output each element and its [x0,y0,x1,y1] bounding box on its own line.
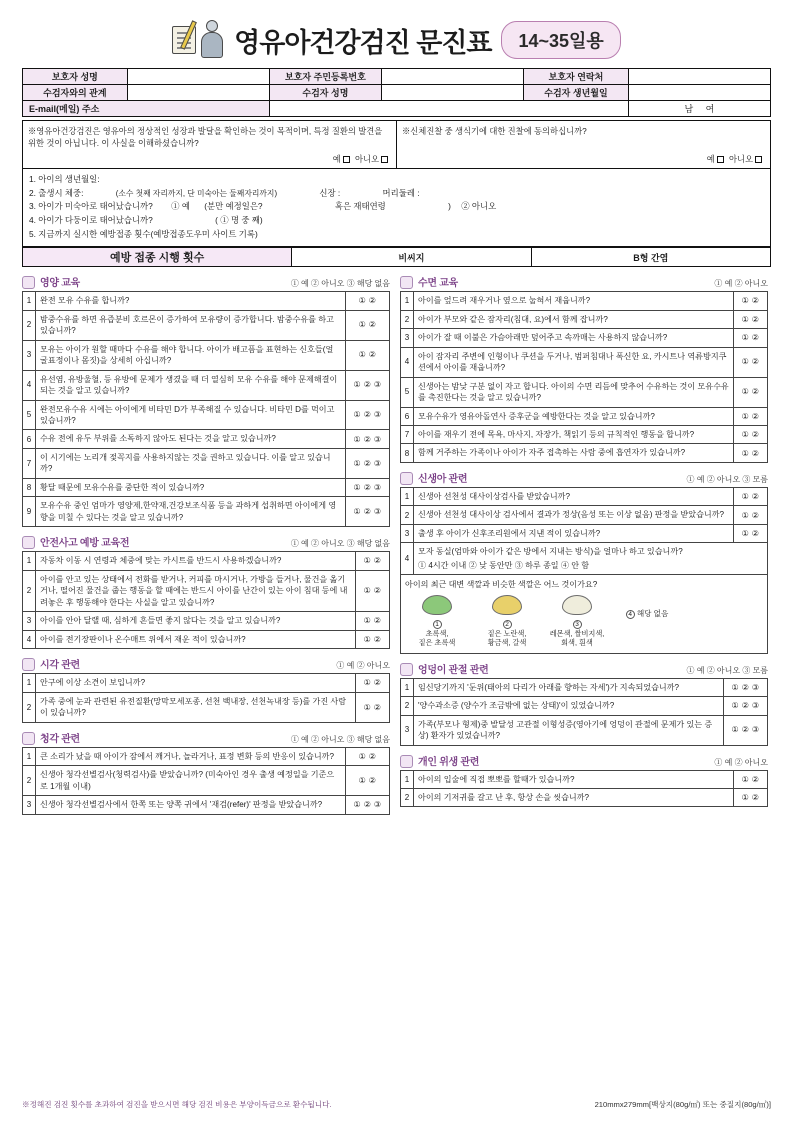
hip-icon [400,663,413,676]
stool-option-2[interactable] [475,595,539,648]
section-legend: ① 예 ② 아니오 ③ 모름 [686,474,768,484]
sleep-questions [400,291,768,463]
section-safety [22,534,390,649]
section-header [22,656,390,671]
section-hip [400,661,768,746]
checkbox[interactable] [717,156,724,163]
footer-note: ※정해진 검진 횟수를 초과하여 검진을 받으시면 해당 검진 비용은 부양이득금으로 환수됩니다. [22,1100,332,1109]
section-legend: ① 예 ② 아니오 ③ 해당 없음 [290,539,390,549]
input-guardian-id[interactable] [382,69,524,85]
newborn-questions [400,487,768,654]
section-hygiene [400,753,768,808]
section-legend: ① 예 ② 아니오 ③ 모름 [686,665,768,675]
table-row: 1 자동차 이동 시 연령과 체중에 맞는 카시트를 반드시 사용하겠습니까? ① ② [23,552,390,570]
table-row: 3 신생아 청각선별검사에서 한쪽 또는 양쪽 귀에서 '재검(refer)' 판정을 받았습니까? ① ② ③ [23,796,390,814]
section-newborn [400,470,768,654]
basic-q1: 1. 아이의 생년월일: [29,174,100,185]
section-legend: ① 예 ② 아니오 ③ 해당 없음 [290,279,390,289]
bottle-icon [22,276,35,289]
hand-icon [400,755,413,768]
checkbox[interactable] [343,156,350,163]
table-row: 3 아이가 잘 때 이불은 가슴아래만 덮어주고 속까매는 사용하지 않습니까? ① ② [401,329,768,347]
section-title: 수면 교육 [418,278,458,290]
guardian-table [22,68,771,117]
table-row [23,121,771,169]
section-legend: ① 예 ② 아니오 [336,661,390,671]
stool-options[interactable] [405,595,763,648]
section-header [400,753,768,768]
right-column [400,274,768,822]
checkbox[interactable] [381,156,388,163]
stool-question: 아이의 최근 대변 색깔과 비슷한 색깔은 어느 것이가요? [405,580,598,590]
section-sleep [400,274,768,463]
newborn-q4-text: 모자 동실(엄마와 아이가 같은 방에서 지내는 방식)을 얼마나 하고 있습니까? [418,547,683,557]
consent-right-answer[interactable] [402,153,765,165]
hearing-questions [22,747,390,815]
section-nutrition [22,274,390,527]
table-row: 3 가족(부모나 형제)중 발달성 고관절 이형성증(영아기에 엉덩이 관절에 문제가 있는 증상) 환자가 있었습니까? ① ② ③ [401,715,768,745]
section-legend: ① 예 ② 아니오 [714,757,768,767]
table-row: 1 아이의 입술에 직접 뽀뽀를 할때가 있습니까? ① ② [401,770,768,788]
table-row: 7 아이를 재우기 전에 목욕, 마사지, 자장가, 책읽기 등의 규칙적인 행동을 합니까? ① ② [401,425,768,443]
table-row: 6 모유수유가 영유아돌연사 증후군을 예방한다는 것을 알고 있습니까? ① ② [401,407,768,425]
stool-color-cell [401,575,768,653]
section-header [400,274,768,289]
option-number: 3 [573,620,582,629]
table-row: 7 이 시기에는 노리개 젖꼭지를 사용하지않는 것을 권하고 있습니다. 이를 알고 있습니까? ① ② ③ [23,448,390,478]
table-row [23,85,771,101]
body-columns [22,274,771,822]
input-guardian-phone[interactable] [628,69,770,85]
table-row: 6 수유 전에 유두 부위를 소독하지 않아도 된다는 것을 알고 있습니까? ① ② ③ [23,430,390,448]
ear-icon [22,732,35,745]
consent-left-answer[interactable] [28,153,391,165]
table-row: 3 출생 후 아이가 신후조리원에서 지낸 적이 있습니까? ① ② [401,524,768,542]
section-title: 청각 관련 [40,733,80,745]
basic-q3: 3. 아이가 미숙아로 태어났습니까? ① 예 (분만 예정일은? 혹은 재태연령 ) ② 아니오 [29,201,497,212]
table-row: 4 모자 동실(엄마와 아이가 같은 방에서 지내는 방식)을 얼마나 하고 있습니까? ① 4시간 이내 ② 낮 동안만 ③ 하루 종일 ④ 안 함 [401,543,768,575]
table-row: 2 아이의 기저귀를 갈고 난 후, 항상 손을 씻습니까? ① ② [401,789,768,807]
table-row [23,248,771,267]
sex-female[interactable]: 여 [705,104,715,114]
option-number: 2 [503,620,512,629]
table-row: 2 '양수과소증 (양수가 조금밖에 없는 상태)'이 있었습니까? ① ② ③ [401,697,768,715]
basic-q2: 2. 출생시 체중: (소수 첫째 자리까지, 단 미숙아는 둘째자리까지) 신장 : 머리둘레 : [29,187,420,198]
left-column [22,274,390,822]
label-guardian-id: 보호자 주민등록번호 [269,69,381,85]
section-title: 안전사고 예방 교육전 [40,538,130,550]
page-footer [22,1099,771,1110]
section-title: 신생아 관련 [418,473,468,485]
table-row: 2 신생아 청각선별검사(청력검사)를 받았습니까? (미숙아인 경우 출생 예정일을 기준으로 1개월 이내) ① ② [23,766,390,796]
table-row: 5 완전모유수유 시에는 아이에게 비타민 D가 부족해질 수 있습니다. 비타민 D를 먹이고 있습니까? ① ② ③ [23,400,390,430]
baby-icon [400,472,413,485]
table-row: 8 황달 때문에 모유수유를 중단한 적이 있습니까? ① ② ③ [23,478,390,496]
stool-option-4-label: 해당 없음 [636,608,669,618]
section-legend: ① 예 ② 아니오 [714,279,768,289]
sex-male[interactable]: 남 [684,104,694,114]
table-row: 8 함께 거주하는 가족이나 아이가 자주 접촉하는 사람 중에 흡연자가 있습니까? ① ② [401,444,768,462]
hip-questions [400,678,768,746]
table-row: 3 아이를 안아 달랠 때, 심하게 흔들면 좋지 않다는 것을 알고 있습니까? ① ② [23,612,390,630]
table-row: 1 아이를 엎드려 재우거나 옆으로 눕혀서 재웁니까? ① ② [401,292,768,310]
page-header [22,14,771,66]
section-hearing [22,730,390,815]
label-child-birth: 수검자 생년월일 [524,85,629,101]
stool-option-1[interactable] [405,595,469,648]
label-email: E-mail(메일) 주소 [23,101,270,117]
table-row: 1 안구에 이상 소견이 보입니까? ① ② [23,674,390,692]
label-child-name: 수검자 성명 [269,85,381,101]
section-header [400,661,768,676]
consent-left-no[interactable]: 아니오 [354,154,379,165]
stool-option-3-label: 레몬색, 쌀비지색, 회색, 흰색 [549,628,605,648]
hygiene-questions [400,770,768,808]
table-row: 1 완전 모유 수유를 합니까? ① ② [23,292,390,310]
firstaid-icon [22,536,35,549]
section-legend: ① 예 ② 아니오 ③ 해당 없음 [290,734,390,744]
vaccine-hepb-header: B형 간염 [531,248,770,267]
table-row: 9 모유수유 중인 엄마가 영양제,한약재,건강보조식품 등을 과하게 섭취하면 아이에게 영향을 미칠 수 있다는 것을 알고 있습니까? ① ② ③ [23,497,390,527]
table-row: 5 신생아는 밤낮 구분 없이 자고 합니다. 아이의 수면 리듬에 맞추어 수유하는 것이 모유수유를 촉진한다는 것을 알고 있습니까? ① ② [401,377,768,407]
section-header [22,730,390,745]
age-badge: 14~35일용 [501,21,620,59]
consent-left-text: ※영유아건강검진은 영유아의 정상적인 성장과 발달을 확인하는 것이 목적이며, 특정 질환의 발견을 위한 것이 아닙니다. 이 사실을 이해하셨습니까? [28,126,383,149]
input-child-birth[interactable] [628,85,770,101]
table-row [23,69,771,85]
table-row: 2 아이가 부모와 같은 잠자리(침대, 요)에서 함께 잡니까? ① ② [401,310,768,328]
logo-icon [172,18,224,62]
label-relation: 수검자와의 관계 [23,85,128,101]
label-guardian-phone: 보호자 연락처 [524,69,629,85]
section-title: 엉덩이 관절 관련 [418,664,489,676]
checkbox[interactable] [755,156,762,163]
eye-icon [22,658,35,671]
section-header [400,470,768,485]
input-email[interactable] [269,101,628,117]
table-row: 1 큰 소리가 났을 때 아이가 잠에서 깨거나, 놀라거나, 표정 변화 등의 반응이 있습니까? ① ② [23,747,390,765]
label-guardian-name: 보호자 성명 [23,69,128,85]
consent-right-text: ※신체진찰 중 생식기에 대한 진찰에 동의하십니까? [402,126,587,136]
stool-option-2-label: 짙은 노란색, 황금색, 갈색 [487,628,527,648]
basic-questions [22,169,771,247]
section-title: 시각 관련 [40,660,80,672]
vaccine-table [22,247,771,267]
table-row: 2 밤중수유를 하면 유즙분비 호르몬이 증가하여 모유량이 증가합니다. 밤중수유를 하고 있습니까? ① ② [23,310,390,340]
table-row: 3 모유는 아이가 원할 때마다 수유를 해야 합니다. 아이가 배고픔을 표현하는 신호들(얼굴표정이나 몸짓)을 상세히 아십니까? ① ② [23,340,390,370]
table-row: 2 신생아 선천성 대사이상 검사에서 결과가 정상(음성 또는 이상 없음) 판정을 받았습니까? ① ② [401,506,768,524]
table-row: 4 아이 잠자리 주변에 인형이나 쿠션을 두거나, 범퍼침대나 폭신한 요, 카시트나 역류방지쿠션에서 아이를 재웁니까? ① ② [401,347,768,377]
table-row: 2 가족 중에 눈과 관련된 유전질환(망막모세포종, 선천 백내장, 선천녹내장 등)를 가진 사람이 있습니까? ① ② [23,692,390,722]
section-title: 영양 교육 [40,278,80,290]
section-header [22,534,390,549]
table-row: 1 임신당기까지 '둔위(태아의 다리가 아래를 향하는 자세')가 지속되었습니까? ① ② ③ [401,678,768,696]
input-relation[interactable] [127,85,269,101]
stool-option-4[interactable] [615,595,679,619]
consent-table [22,120,771,169]
sex-cell[interactable] [628,101,770,117]
consent-left-cell [23,121,397,169]
stool-option-3[interactable] [545,595,609,648]
stool-option-1-label: 초록색, 짙은 초록색 [418,628,456,648]
section-vision [22,656,390,722]
nutrition-questions [22,291,390,527]
vaccine-title: 예방 접종 시행 횟수 [23,248,292,267]
table-row [401,575,768,653]
section-header [22,274,390,289]
consent-right-cell [397,121,771,169]
footer-paper-spec: 210mmx279mm[백상지(80g/㎡) 또는 중질지(80g/㎡)] [594,1100,771,1109]
consent-left-yes[interactable]: 예 [332,154,341,165]
table-row: 4 유선염, 유방울혈, 등 유방에 문제가 생겼을 때 더 열심히 모유 수유를 해야 문제해결이 되는 것을 알고 있습니까? ① ② ③ [23,370,390,400]
basic-q4: 4. 아이가 다둥이로 태어났습니까? ( ① 명 중 째) [29,214,263,225]
vaccine-bcg-header: 비씨지 [292,248,531,267]
newborn-q4-cell [414,543,768,575]
moon-icon [400,276,413,289]
option-number: 4 [626,610,635,619]
consent-right-no[interactable]: 아니오 [728,154,753,165]
table-row [23,101,771,117]
basic-q5: 5. 지금까지 실시한 예방접종 횟수(예방접종도우미 사이트 기록) [29,228,258,239]
input-guardian-name[interactable] [127,69,269,85]
consent-right-yes[interactable]: 예 [706,154,715,165]
newborn-q4-options[interactable]: ① 4시간 이내 ② 낮 동안만 ③ 하루 종일 ④ 안 함 [418,560,590,570]
vision-questions [22,673,390,722]
safety-questions [22,551,390,649]
page-title: 영유아건강검진 문진표 [234,27,492,58]
table-row: 1 신생아 선천성 대사이상검사를 받았습니까? ① ② [401,487,768,505]
section-title: 개인 위생 관련 [418,756,480,768]
input-child-name[interactable] [382,85,524,101]
option-number: 1 [433,620,442,629]
table-row: 4 아이를 전기장판이나 온수매트 위에서 재운 적이 있습니까? ① ② [23,630,390,648]
table-row: 2 아이를 안고 있는 상태에서 전화를 받거나, 커피를 마시거나, 가방을 들거나, 물건을 옮기거나, 떨어진 물건을 줍는 행동을 할 때에는 반드시 아이를 난간이 있는 아이 침대 등에 내려놓은 후 행동해야 한다는 사실을 알고 있습니까? ① ② [23,570,390,611]
